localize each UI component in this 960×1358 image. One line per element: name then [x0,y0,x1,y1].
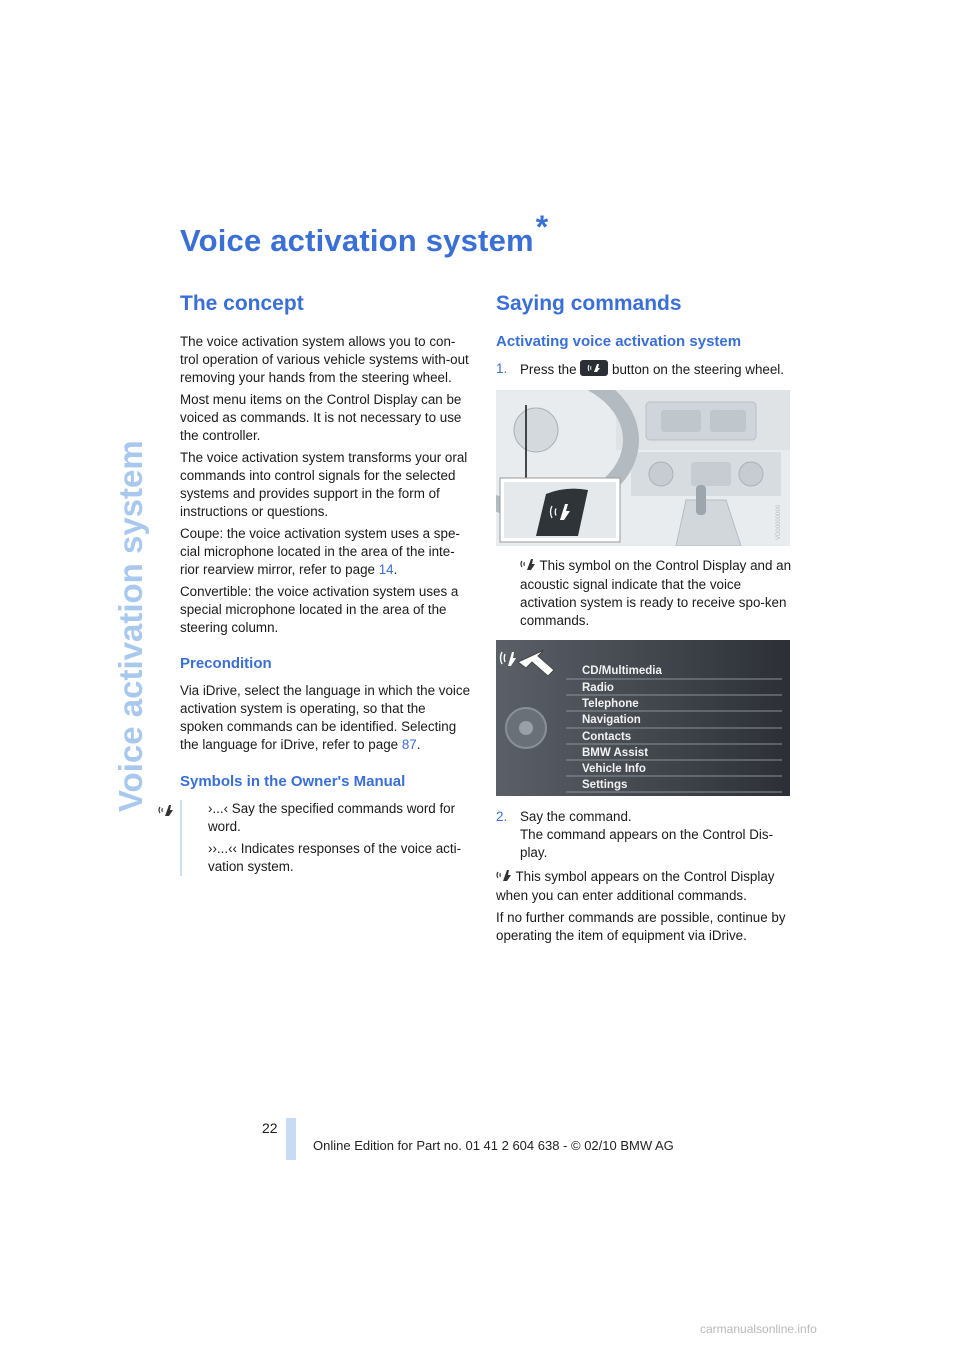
footer-bar [286,1118,296,1160]
concept-paragraph-1: The voice activation system allows you to con-trol operation of various vehicle systems with-out removing your hands from the steering wheel. [180,334,469,385]
right-column [496,292,792,949]
menu-item-settings[interactable]: Settings [582,779,628,791]
page-title [180,209,549,259]
saying-commands-heading: Saying commands [496,292,682,315]
menu-item-radio[interactable]: Radio [582,682,614,694]
svg-text:VD00000000: VD00000000 [776,504,782,540]
left-column [180,292,472,880]
sidebar-chapter-label [112,232,152,812]
step-1-text-after: button on the steering wheel. [608,362,784,378]
final-paragraph: If no further commands are possible, continue by operating the item of equipment via iDrive. [496,910,786,943]
additional-commands-icon [496,868,512,887]
precondition-heading: Precondition [180,655,272,672]
sidebar-chapter-text: Voice activation system [112,440,149,812]
symbol-note [496,557,792,630]
step-2-line-2: The command appears on the Control Dis-play. [520,827,774,860]
menu-item-bmw-assist[interactable]: BMW Assist [582,747,649,759]
optional-equipment-star: * [535,209,549,245]
concept-paragraph-4-text: Coupe: the voice activation system uses a spe-cial microphone located in the area of the inte-rior rearview mirror, refer to page [180,526,460,577]
menu-item-navigation[interactable]: Navigation [582,714,641,726]
page-link-87[interactable]: 87 [401,737,417,752]
step-1 [496,360,792,381]
step-1-number: 1. [496,361,508,376]
step-2 [496,808,792,862]
menu-item-cd-multimedia[interactable]: CD/Multimedia [582,665,662,677]
footer-edition: Online Edition for Part no. 01 41 2 604 638 - © 02/10 BMW AG [313,1138,674,1153]
step-1-text-before: Press the [520,362,581,378]
concept-paragraph-2: Most menu items on the Control Display can be voiced as commands. It is not necessary to use the controller. [180,392,462,443]
precondition-paragraph: Via iDrive, select the language in which the voice activation system is operating, so that the spoken commands can be identified. Selecting the language for iDrive, refer to page 87. [180,683,471,752]
symbols-line-1: ›...‹ Say the specified commands word for word. [208,801,456,834]
control-display-menu [496,640,790,796]
menu-item-vehicle-info[interactable]: Vehicle Info [582,763,646,775]
step-2-line-1: Say the command. [520,809,632,824]
menu-item-telephone[interactable]: Telephone [582,698,639,710]
watermark: carmanualsonline.info [700,1322,817,1336]
concept-paragraph-5: Convertible: the voice activation system uses a special microphone located in the area of the steering column. [180,584,459,635]
voice-ready-icon [520,557,536,576]
activating-heading: Activating voice activation system [496,333,742,350]
page-link-14[interactable]: 14 [378,562,394,577]
symbols-box [180,800,472,876]
symbols-heading: Symbols in the Owner's Manual [180,773,406,790]
concept-paragraph-3: The voice activation system transforms your oral commands into control signals for the selected systems and provides support in the form of instructions or questions. [180,450,468,519]
page-title-text: Voice activation system [180,223,534,258]
symbols-line-2: ››...‹‹ Indicates responses of the voice acti-vation system. [208,841,462,874]
symbol-note-text: This symbol on the Control Display and an acoustic signal indicate that the voice activation system is ready to receive spo-ken commands. [520,558,792,628]
concept-paragraph-4: Coupe: the voice activation system uses a spe-cial microphone located in the area of the inte-rior rearview mirror, refer to page 14. [180,526,460,577]
step-2-number: 2. [496,809,508,824]
steering-wheel-illustration [496,390,790,546]
voice-command-icon [158,803,174,822]
talk-button-icon [580,360,608,381]
additional-commands-note [496,868,792,905]
additional-commands-text: This symbol appears on the Control Display when you can enter additional commands. [496,869,775,903]
concept-heading: The concept [180,292,304,315]
page-number: 22 [262,1120,278,1136]
precondition-text: Via iDrive, select the language in which the voice activation system is operating, so that the spoken commands can be identified. Selecting the language for iDrive, refer to page [180,683,471,752]
menu-item-contacts[interactable]: Contacts [582,731,632,743]
